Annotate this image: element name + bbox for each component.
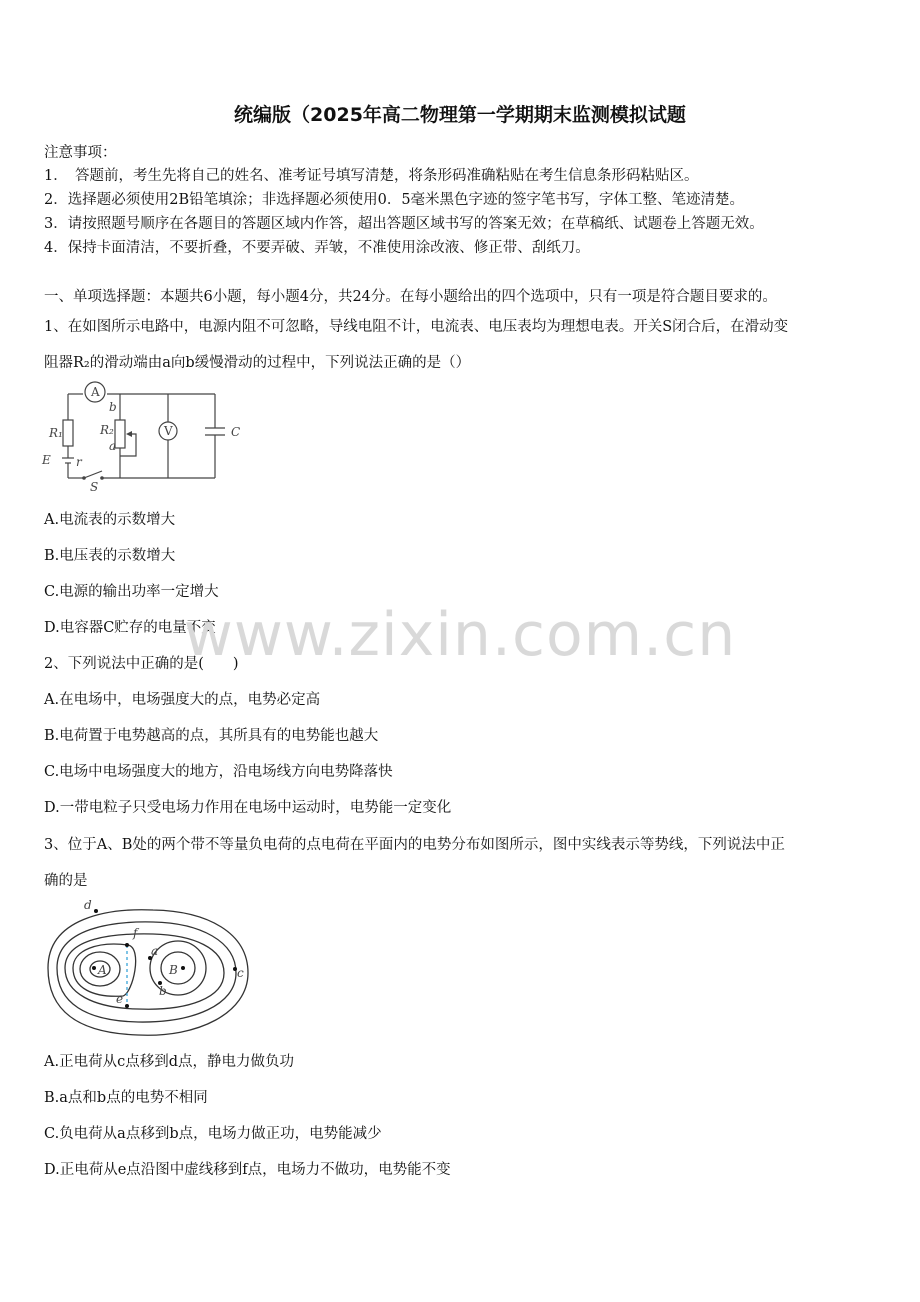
point-d-label: d	[84, 898, 92, 912]
watermark: www.zixin.com.cn	[183, 600, 737, 670]
question-2-option-b: B.电荷置于电势越高的点，其所具有的电势能也越大	[44, 728, 379, 744]
question-1-stem: 阻器R₂的滑动端由a向b缓慢滑动的过程中，下列说法正确的是（）	[44, 355, 471, 371]
section-heading: 一、单项选择题：本题共6小题，每小题4分，共24分。在每小题给出的四个选项中，只有一项是符合题目要求的。	[44, 289, 777, 305]
point-b-label: b	[159, 984, 167, 998]
question-3-stem: 确的是	[44, 873, 88, 889]
question-2-option-a: A.在电场中，电场强度大的点，电势必定高	[44, 692, 321, 708]
point-a-label: a	[151, 944, 159, 958]
point-f-label: f	[133, 926, 138, 940]
question-3-option-c: C.负电荷从a点移到b点，电场力做正功，电势能减少	[44, 1126, 382, 1142]
equipotential-diagram	[38, 893, 254, 1043]
notice-item: 1． 答题前，考生先将自己的姓名、准考证号填写清楚，将条形码准确粘贴在考生信息条形码粘贴区。	[44, 168, 699, 184]
charge-a-label: A	[98, 963, 107, 977]
question-3-option-d: D.正电荷从e点沿图中虚线移到f点，电场力不做功，电势能不变	[44, 1162, 451, 1178]
question-1-option-a: A.电流表的示数增大	[44, 512, 176, 528]
question-3-option-a: A.正电荷从c点移到d点，静电力做负功	[44, 1054, 294, 1070]
notice-item: 3．请按照题号顺序在各题目的答题区域内作答，超出答题区域书写的答案无效；在草稿纸、试题卷上答题无效。	[44, 216, 764, 232]
question-2-option-d: D.一带电粒子只受电场力作用在电场中运动时，电势能一定变化	[44, 800, 452, 816]
ammeter-label: A	[91, 385, 100, 399]
r1-label: R₁	[49, 426, 63, 440]
question-1-option-d: D.电容器C贮存的电量不变	[44, 620, 216, 636]
question-1-stem: 1、在如图所示电路中，电源内阻不可忽略，导线电阻不计，电流表、电压表均为理想电表。开关S闭合后，在滑动变	[44, 319, 789, 335]
notice-item: 4．保持卡面清洁，不要折叠，不要弄破、弄皱，不准使用涂改液、修正带、刮纸刀。	[44, 240, 590, 256]
slider-b-label: b	[109, 400, 117, 414]
question-2-option-c: C.电场中电场强度大的地方，沿电场线方向电势降落快	[44, 764, 393, 780]
question-1-option-c: C.电源的输出功率一定增大	[44, 584, 219, 600]
charge-b-label: B	[169, 963, 178, 977]
slider-a-label: a	[109, 439, 117, 453]
point-e-label: e	[116, 992, 124, 1006]
question-3-stem: 3、位于A、B处的两个带不等量负电荷的点电荷在平面内的电势分布如图所示，图中实线表示等势线，下列说法中正	[44, 837, 785, 853]
point-c-label: c	[237, 966, 244, 980]
emf-label: E	[42, 453, 51, 467]
r2-label: R₂	[100, 423, 114, 437]
capacitor-label: C	[231, 425, 241, 439]
question-2-stem: 2、下列说法中正确的是( )	[44, 656, 239, 672]
switch-label: S	[90, 480, 99, 494]
question-1-option-b: B.电压表的示数增大	[44, 548, 176, 564]
circuit-diagram	[40, 378, 250, 496]
voltmeter-label: V	[164, 424, 173, 438]
question-3-option-b: B.a点和b点的电势不相同	[44, 1090, 208, 1106]
notice-heading: 注意事项：	[44, 145, 117, 161]
page-title: 统编版（2025年高二物理第一学期期末监测模拟试题	[234, 104, 686, 126]
notice-item: 2．选择题必须使用2B铅笔填涂；非选择题必须使用0．5毫米黑色字迹的签字笔书写，字体工整、笔迹清楚。	[44, 192, 745, 208]
internal-resistance-label: r	[76, 455, 82, 469]
